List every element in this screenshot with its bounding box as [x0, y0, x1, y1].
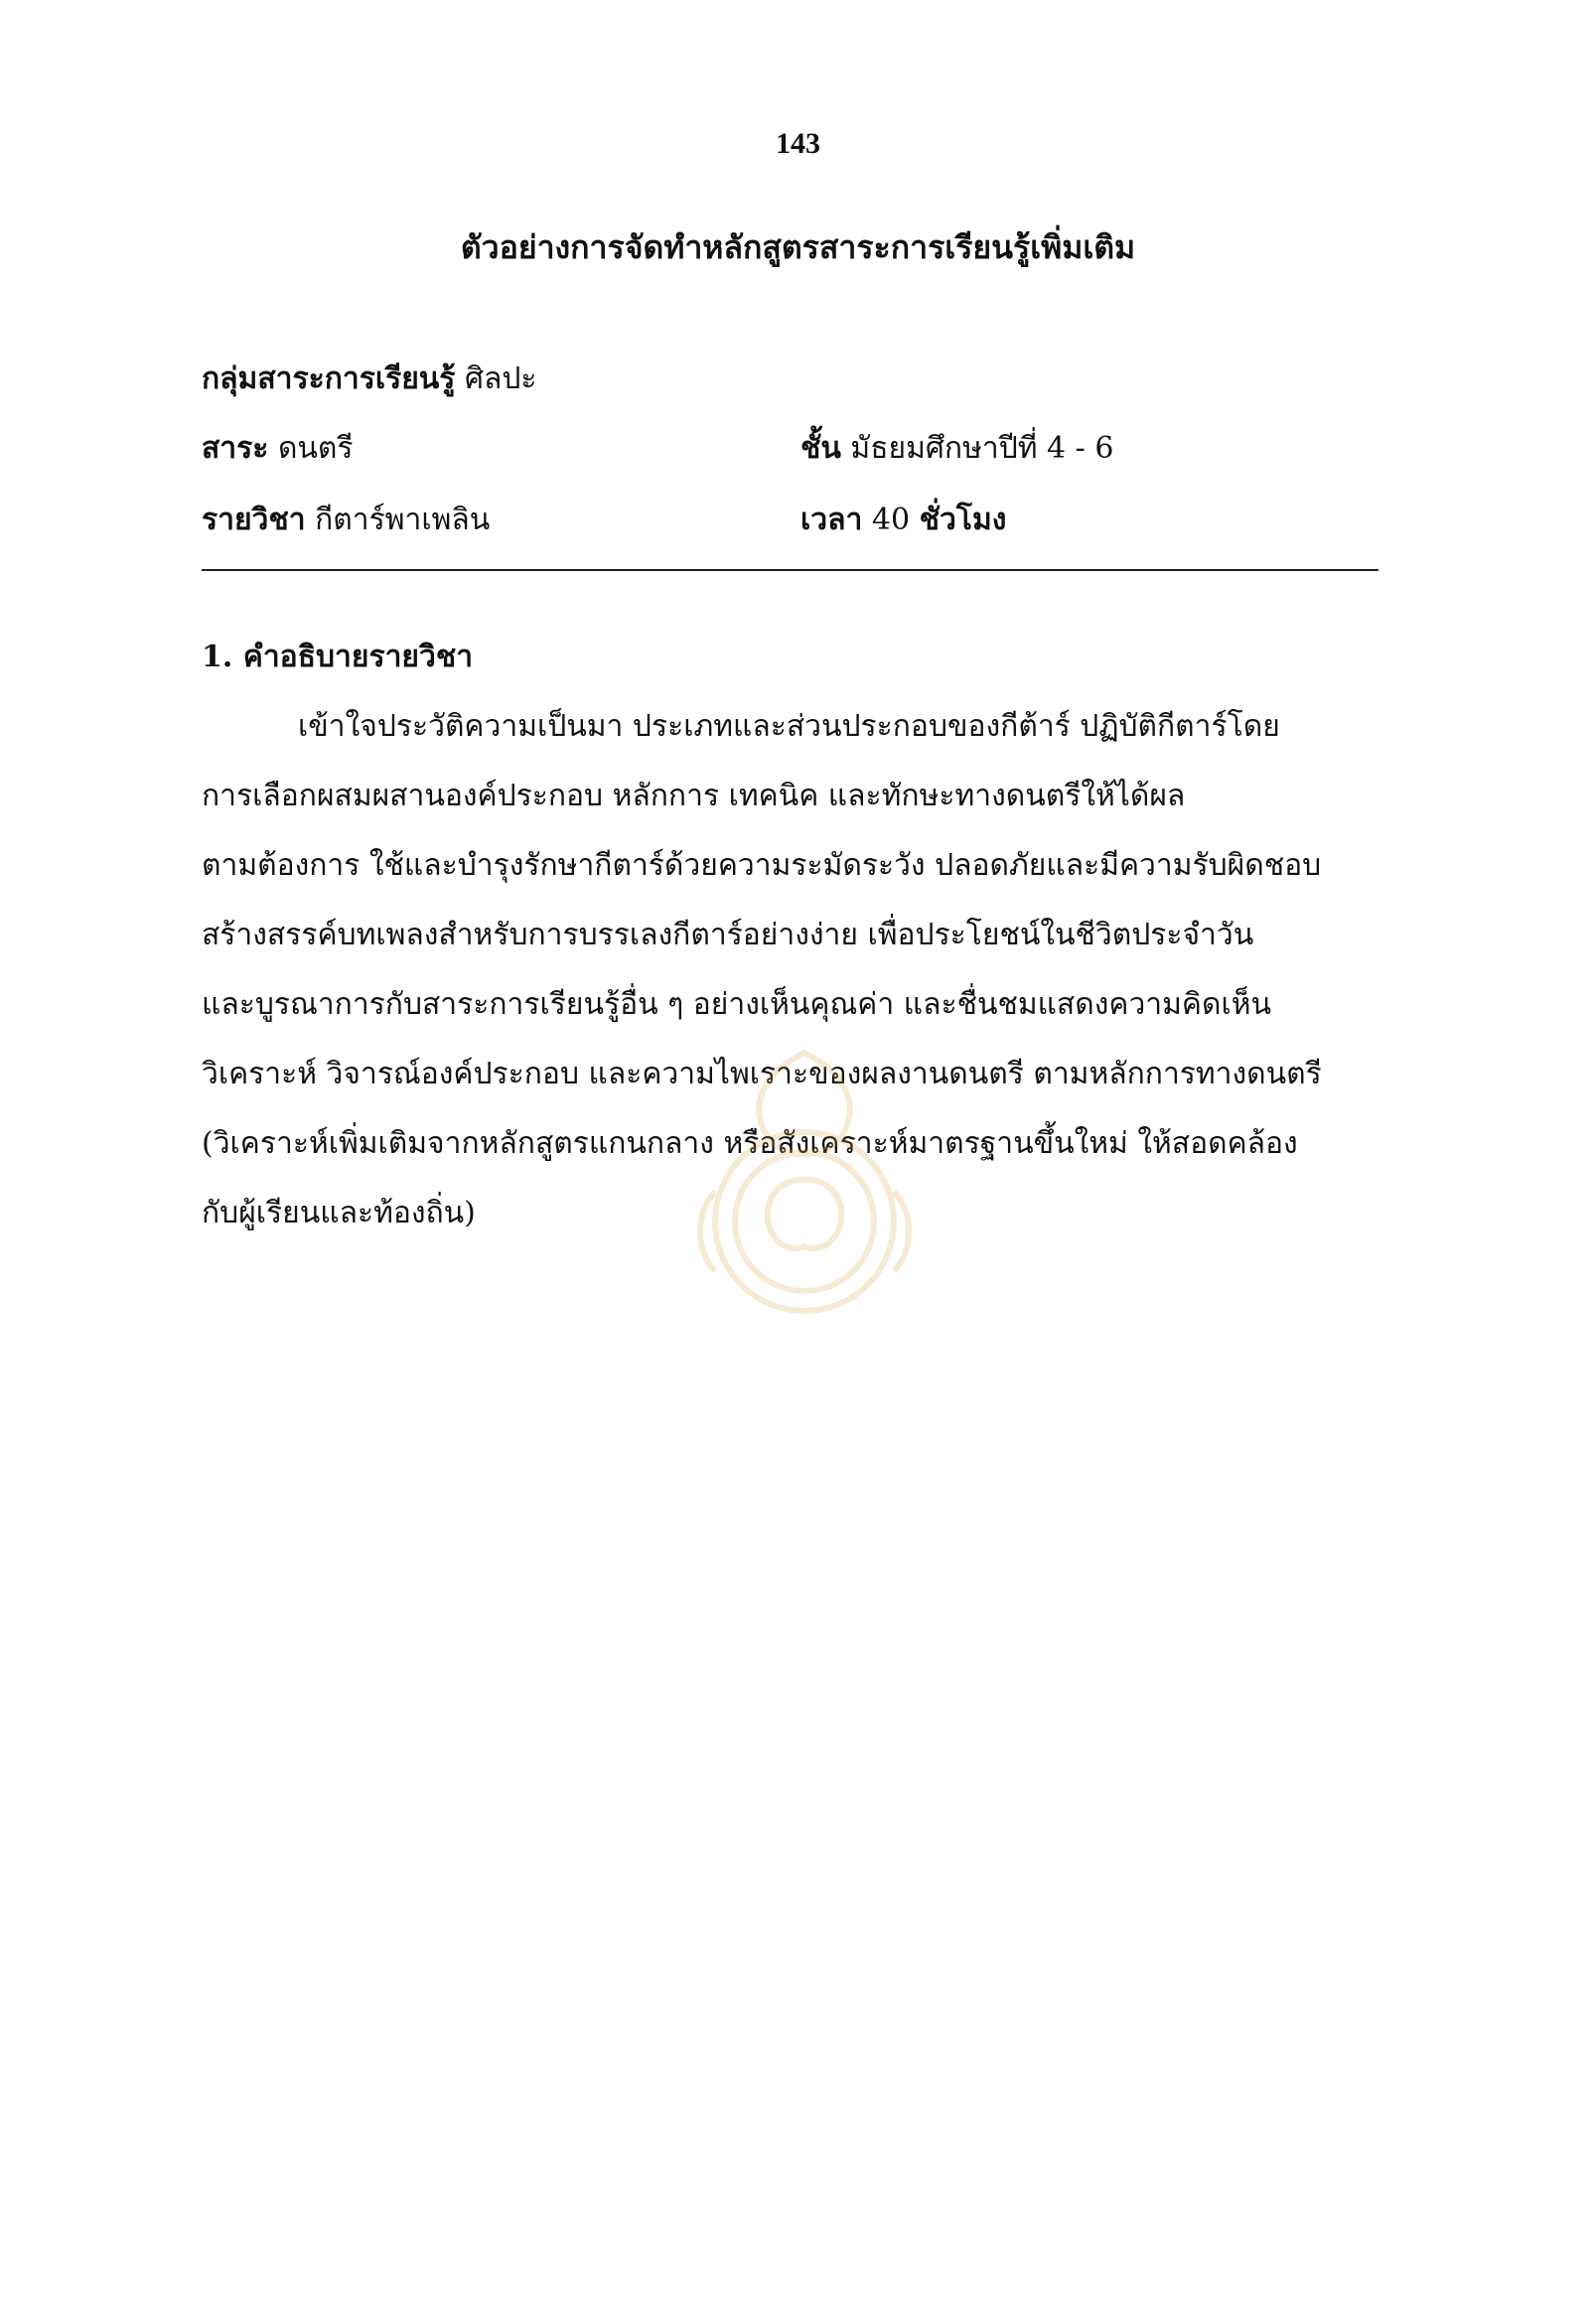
description-line: วิเคราะห์ วิจารณ์องค์ประกอบ และความไพเราะของผลงานดนตรี ตามหลักการทางดนตรี — [202, 1057, 1322, 1091]
course-value: กีตาร์พาเพลิน — [315, 503, 491, 537]
time-unit: ชั่วโมง — [919, 503, 1007, 537]
learning-area-label: กลุ่มสาระการเรียนรู้ — [202, 361, 456, 396]
strand-value: ดนตรี — [277, 431, 354, 466]
grade-label: ชั้น — [800, 431, 841, 466]
description-line: การเลือกผสมผสานองค์ประกอบ หลักการ เทคนิค และทักษะทางดนตรีให้ได้ผล — [202, 779, 1186, 813]
page-number: 143 — [776, 127, 820, 160]
description-line: สร้างสรรค์บทเพลงสำหรับการบรรเลงกีตาร์อย่างง่าย เพื่อประโยชน์ในชีวิตประจำวัน — [202, 918, 1254, 952]
time-number: 40 — [871, 503, 911, 537]
description-line: เข้าใจประวัติความเป็นมา ประเภทและส่วนประกอบของกีต้าร์ ปฏิบัติกีตาร์โดย — [298, 709, 1280, 744]
grade-value: มัธยมศึกษาปีที่ 4 - 6 — [850, 431, 1114, 466]
description-line: และบูรณาการกับสาระการเรียนรู้อื่น ๆ อย่างเห็นคุณค่า และชื่นชมแสดงความคิดเห็น — [202, 987, 1271, 1022]
meta-learning-area — [202, 358, 1393, 401]
grade-group — [800, 427, 1113, 471]
description-line: กับผู้เรียนและท้องถิ่น) — [202, 1196, 476, 1230]
time-label: เวลา — [800, 503, 863, 537]
header-divider — [202, 569, 1378, 571]
section-heading: 1. คำอธิบายรายวิชา — [202, 640, 474, 674]
meta-strand-grade — [202, 427, 1393, 471]
document-title: ตัวอย่างการจัดทำหลักสูตรสาระการเรียนรู้เพิ่มเติม — [460, 228, 1136, 266]
meta-course-time — [202, 499, 1393, 542]
course-description — [202, 705, 1393, 1261]
learning-area-value: ศิลปะ — [464, 361, 537, 396]
strand-label: สาระ — [202, 431, 269, 466]
description-line: ตามต้องการ ใช้และบำรุงรักษากีตาร์ด้วยความระมัดระวัง ปลอดภัยและมีความรับผิดชอบ — [202, 848, 1322, 883]
description-line: (วิเคราะห์เพิ่มเติมจากหลักสูตรแกนกลาง หรือสังเคราะห์มาตรฐานขึ้นใหม่ ให้สอดคล้อง — [202, 1126, 1298, 1161]
course-label: รายวิชา — [202, 503, 306, 537]
time-group — [800, 499, 1006, 542]
